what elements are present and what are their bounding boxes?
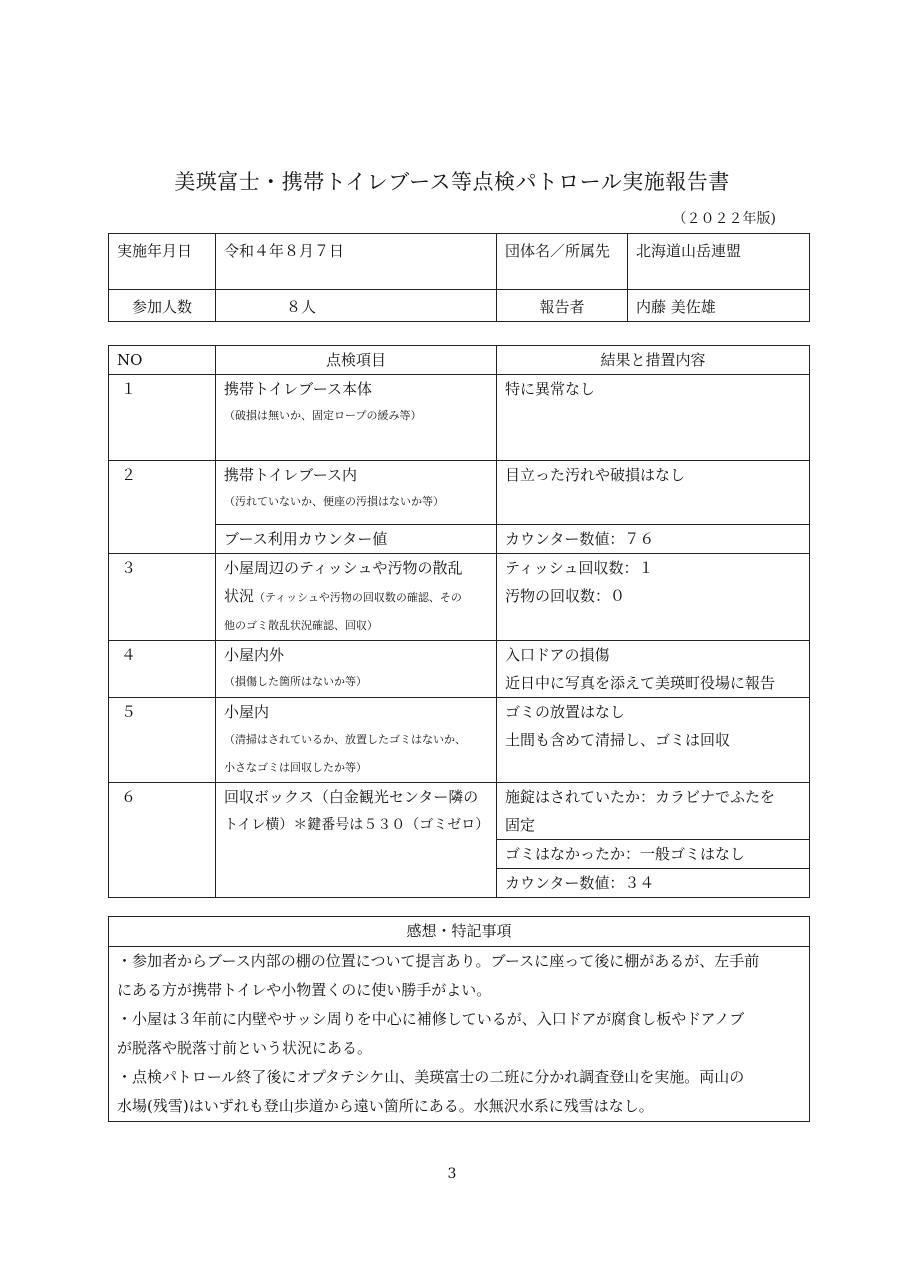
row-item bbox=[216, 698, 497, 783]
group-value: 北海道山岳連盟 bbox=[628, 234, 810, 290]
table-row bbox=[109, 698, 810, 783]
row-no: １ bbox=[109, 375, 216, 461]
item-note: （汚れていないか、便座の汚損はないか等） bbox=[224, 495, 444, 508]
notes-line: 水場(残雪)はいずれも登山歩道から遠い箇所にある。水無沢水系に残雪はなし。 bbox=[117, 1097, 654, 1115]
header-result: 結果と措置内容 bbox=[497, 346, 810, 375]
table-row bbox=[109, 554, 810, 641]
row-no: ５ bbox=[109, 698, 216, 783]
row-item bbox=[216, 554, 497, 641]
report-title: 美瑛富士・携帯トイレブース等点検パトロール実施報告書 bbox=[174, 170, 730, 194]
header-no: NO bbox=[109, 346, 216, 375]
item-note: （破損は無いか、固定ロープの緩み等） bbox=[224, 409, 422, 422]
result-line: 固定 bbox=[505, 816, 536, 834]
notes-line: ・参加者からブース内部の棚の位置について提言あり。ブースに座って後に棚があるが、左手前 bbox=[117, 952, 760, 970]
participants-value: ８人 bbox=[216, 290, 497, 322]
row-result bbox=[497, 698, 810, 783]
result-line: ティッシュ回収数：１ bbox=[505, 559, 654, 577]
row-result bbox=[497, 554, 810, 641]
date-label: 実施年月日 bbox=[109, 234, 216, 290]
row-no: ４ bbox=[109, 641, 216, 698]
row-result: ゴミはなかったか：一般ゴミはなし bbox=[497, 840, 810, 869]
item-text: 携帯トイレブース本体 bbox=[224, 380, 373, 398]
row-item: ブース利用カウンター値 bbox=[216, 525, 497, 554]
notes-line: にある方が携帯トイレや小物置くのに使い勝手がよい。 bbox=[117, 981, 492, 999]
row-result bbox=[497, 641, 810, 698]
item-note: （ティッシュや汚物の回収数の確認、その bbox=[254, 591, 462, 604]
page-number: 3 bbox=[447, 1166, 457, 1182]
notes-body bbox=[109, 947, 810, 1122]
notes-line: が脱落や脱落寸前という状況にある。 bbox=[117, 1039, 373, 1057]
result-line: 土間も含めて清掃し、ゴミは回収 bbox=[505, 731, 731, 749]
group-label: 団体名／所属先 bbox=[497, 234, 628, 290]
result-line: 入口ドアの損傷 bbox=[505, 646, 610, 664]
item-text: 状況 bbox=[224, 587, 255, 605]
participants-label: 参加人数 bbox=[109, 290, 216, 322]
info-table bbox=[108, 233, 810, 322]
item-text: 回収ボックス（白金観光センター隣の bbox=[224, 788, 479, 806]
result-line: 施錠はされていたか：カラビナでふたを bbox=[505, 788, 776, 806]
row-result: カウンター数値：７６ bbox=[497, 525, 810, 554]
table-row bbox=[109, 461, 810, 525]
item-text-line2 bbox=[224, 582, 488, 612]
item-note: 小さなゴミは回収したか等） bbox=[224, 761, 367, 774]
reporter-label: 報告者 bbox=[497, 290, 628, 322]
table-row bbox=[109, 375, 810, 461]
item-text: 小屋周辺のティッシュや汚物の散乱 bbox=[224, 559, 463, 577]
row-item bbox=[216, 375, 497, 461]
result-line: 近日中に写真を添えて美瑛町役場に報告 bbox=[505, 674, 776, 692]
notes-line: ・小屋は３年前に内壁やサッシ周りを中心に補修しているが、入口ドアが腐食し板やドアノブ bbox=[117, 1010, 745, 1028]
header-item: 点検項目 bbox=[216, 346, 497, 375]
reporter-value: 内藤 美佐雄 bbox=[628, 290, 810, 322]
item-note: （清掃はされているか、放置したゴミはないか、 bbox=[224, 733, 466, 746]
row-result: カウンター数値：３４ bbox=[497, 869, 810, 898]
edition-label: （２０２２年版) bbox=[672, 211, 776, 227]
item-text: トイレ横）＊鍵番号は５３０（ゴミゼロ） bbox=[224, 817, 490, 833]
notes-line: ・点検パトロール終了後にオプタテシケ山、美瑛富士の二班に分かれ調査登山を実施。両山の bbox=[117, 1068, 745, 1086]
result-line: ゴミの放置はなし bbox=[505, 703, 626, 721]
table-row bbox=[109, 783, 810, 840]
item-note: 他のゴミ散乱状況確認、回収） bbox=[224, 619, 378, 632]
row-no: ２ bbox=[109, 461, 216, 554]
date-value: 令和４年８月７日 bbox=[216, 234, 497, 290]
row-result: 特に異常なし bbox=[497, 375, 810, 461]
table-row bbox=[109, 641, 810, 698]
result-line: 汚物の回収数：０ bbox=[505, 587, 626, 605]
row-no: ３ bbox=[109, 554, 216, 641]
notes-table bbox=[108, 916, 810, 1122]
row-item bbox=[216, 461, 497, 525]
item-text: 小屋内 bbox=[224, 703, 270, 721]
item-text: 携帯トイレブース内 bbox=[224, 466, 358, 484]
row-result: 目立った汚れや破損はなし bbox=[497, 461, 810, 525]
row-result bbox=[497, 783, 810, 840]
notes-header: 感想・特記事項 bbox=[109, 917, 810, 947]
item-text: 小屋内外 bbox=[224, 646, 285, 664]
inspection-table bbox=[108, 345, 810, 898]
row-no: ６ bbox=[109, 783, 216, 898]
row-item bbox=[216, 641, 497, 698]
row-item bbox=[216, 783, 497, 898]
item-note: （損傷した箇所はないか等） bbox=[224, 675, 367, 688]
